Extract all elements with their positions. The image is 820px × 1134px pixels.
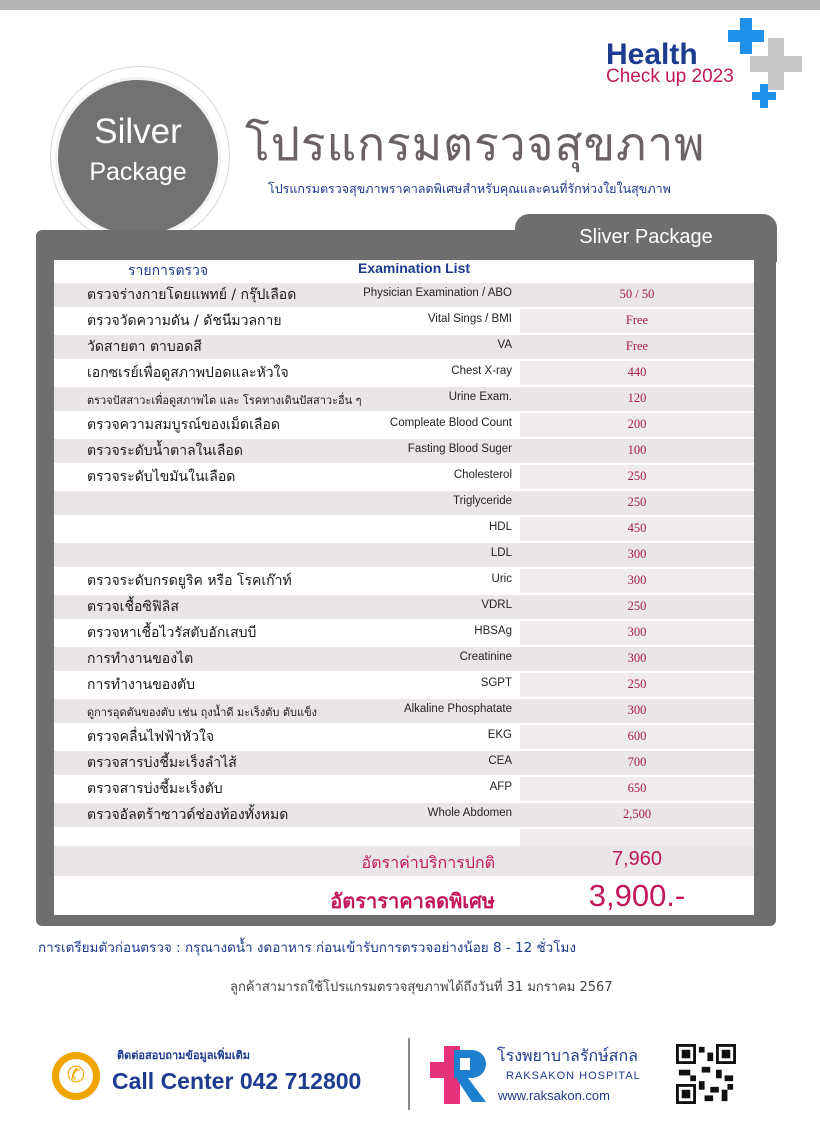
exam-cell [54,387,520,411]
table-row [54,517,754,541]
exam-cell [54,361,520,385]
package-tab-label: Sliver Package [579,226,713,248]
exam-cell [54,569,520,593]
exam-cell [54,309,520,333]
exam-price: 100 [627,443,647,457]
table-row [54,335,754,359]
price-cell [520,439,754,463]
table-row [54,725,754,749]
table-row [54,491,754,515]
exam-price: 250 [627,469,647,483]
exam-name-th: ดูการอุดตันของตับ เช่น ถุงน้ำดี มะเร็งตับ ตับแข็ง [87,706,317,719]
exam-name-en: HBSAg [474,625,512,637]
exam-name-th: ตรวจอัลตร้าซาวด์ช่องท้องทั้งหมด [87,807,289,823]
exam-cell [54,413,520,437]
exam-price: 300 [627,573,647,587]
exam-cell [54,673,520,697]
exam-price: 300 [627,651,647,665]
header-english: Examination List [358,260,471,276]
special-price-value: 3,900.- [588,878,686,913]
table-row [54,751,754,775]
footer-divider [408,1038,410,1110]
exam-name-en: Uric [491,573,512,585]
table-row [54,387,754,411]
exam-name-en: Triglyceride [452,495,512,507]
normal-price-label: อัตราค่าบริการปกติ [361,853,495,872]
exam-cell [54,543,520,567]
price-cell [520,569,754,593]
exam-cell [54,595,520,619]
price-cell [520,517,754,541]
price-cell [520,309,754,333]
exam-name-th: ตรวจระดับน้ำตาลในเลือด [87,443,243,459]
exam-name-th: เอกซเรย์เพื่อดูสภาพปอดและหัวใจ [87,365,289,381]
exam-name-en: Cholesterol [453,469,512,481]
exam-cell [54,465,520,489]
brand-checkup: Check up 2023 [606,66,734,87]
badge-silver: Silver [94,112,182,151]
table-row [54,803,754,827]
exam-name-en: VDRL [481,599,512,611]
exam-name-th: ตรวจคลื่นไฟฟ้าหัวใจ [87,729,215,745]
header-thai: รายการตรวจ [128,263,209,279]
exam-cell [54,699,520,723]
exam-price: 450 [627,521,647,535]
price-cell [520,803,754,827]
exam-name-th: ตรวจปัสสาวะเพื่อดูสภาพไต และ โรคทางเดินปัสสาวะอื่น ๆ [87,394,362,407]
exam-name-th: ตรวจหาเชื้อไวรัสตับอักเสบบี [87,625,257,641]
exam-price: 300 [627,625,647,639]
exam-name-th: ตรวจระดับไขมันในเลือด [87,469,236,485]
call-center[interactable]: Call Center 042 712800 [112,1068,362,1094]
qr-code-icon[interactable] [676,1044,736,1104]
exam-cell [54,725,520,749]
hospital-logo-icon [430,1046,488,1104]
exam-name-en: Creatinine [459,651,512,663]
exam-name-th: การทำงานของตับ [87,677,196,693]
exam-name-th: ตรวจความสมบูรณ์ของเม็ดเลือด [87,417,280,433]
table-row [54,621,754,645]
exam-cell [54,517,520,541]
table-row [54,413,754,437]
exam-name-th: ตรวจร่างกายโดยแพทย์ / กรุ๊ปเลือด [87,287,297,303]
exam-name-th: การทำงานของไต [87,651,194,667]
plus-icon [752,84,776,108]
table-row [54,439,754,463]
exam-cell [54,439,520,463]
exam-name-en: AFP [489,781,512,793]
table-row [54,595,754,619]
exam-name-en: CEA [488,755,512,767]
exam-cell [54,491,520,515]
exam-price: 440 [627,365,647,379]
exam-price: 300 [627,703,647,717]
price-cell [520,751,754,775]
plus-icon [750,38,802,90]
exam-price: 250 [627,599,647,613]
badge-package: Package [89,158,187,186]
exam-name-en: Physician Examination / ABO [363,287,512,299]
exam-name-en: VA [497,339,512,351]
hospital-name-en: RAKSAKON HOSPITAL [506,1070,641,1082]
price-cell [520,699,754,723]
exam-name-en: LDL [490,547,512,559]
price-cell [520,543,754,567]
exam-name-th: ตรวจเชื้อซิฟิลิส [87,599,179,615]
table-row [54,543,754,567]
brand-health: Health [606,38,698,71]
special-price-label: อัตราราคาลดพิเศษ [330,889,495,913]
exam-cell [54,751,520,775]
health-checkup-logo [600,18,815,110]
exam-price: 50 / 50 [619,287,655,301]
price-cell [520,673,754,697]
validity-note: ลูกค้าสามารถใช้โปรแกรมตรวจสุขภาพได้ถึงวันที่ 31 มกราคม 2567 [230,980,613,995]
exam-price: 200 [627,417,647,431]
exam-price: 700 [627,755,647,769]
exam-table [54,283,754,855]
phone-icon: ✆ [52,1052,100,1100]
top-border [0,0,820,10]
hospital-website[interactable]: www.raksakon.com [498,1088,610,1103]
price-cell [520,283,754,307]
exam-name-th: ตรวจสารบ่งชี้มะเร็งตับ [87,781,223,797]
exam-cell [54,335,520,359]
exam-name-th: ตรวจวัดความดัน / ดัชนีมวลกาย [87,313,282,329]
table-row [54,569,754,593]
price-cell [520,777,754,801]
table-row [54,699,754,723]
exam-name-en: EKG [487,729,512,741]
price-cell [520,621,754,645]
table-row [54,647,754,671]
table-row [54,673,754,697]
exam-name-en: Compleate Blood Count [389,417,512,429]
exam-name-en: Alkaline Phosphatate [403,703,512,715]
exam-cell [54,621,520,645]
table-row [54,309,754,333]
exam-name-th: วัดสายตา ตาบอดสี [87,339,202,355]
exam-name-en: HDL [488,521,512,533]
exam-name-en: Vital Sings / BMI [427,313,512,325]
table-row [54,465,754,489]
price-cell [520,465,754,489]
exam-cell [54,777,520,801]
page-subtitle: โปรแกรมตรวจสุขภาพราคาลดพิเศษสำหรับคุณและคนที่รักห่วงใยในสุขภาพ [268,181,671,196]
page-title: โปรแกรมตรวจสุขภาพ [245,117,706,171]
exam-cell [54,803,520,827]
price-cell [520,413,754,437]
table-row [54,777,754,801]
exam-name-en: Chest X-ray [451,365,512,377]
exam-name-en: Urine Exam. [448,391,512,403]
normal-price-value: 7,960 [611,848,663,870]
price-cell [520,725,754,749]
price-cell [520,647,754,671]
exam-cell [54,647,520,671]
exam-name-en: Fasting Blood Suger [407,443,512,455]
table-row [54,283,754,307]
exam-price: 2,500 [622,807,652,821]
exam-price: Free [625,313,649,327]
price-cell [520,595,754,619]
exam-name-th: ตรวจสารบ่งชี้มะเร็งลำไส้ [87,755,237,771]
exam-price: 300 [627,547,647,561]
contact-label: ติดต่อสอบถามข้อมูลเพิ่มเติม [117,1049,250,1062]
price-cell [520,361,754,385]
exam-price: 650 [627,781,647,795]
hospital-name-th: โรงพยาบาลรักษ์สกล [497,1046,638,1065]
exam-name-en: Whole Abdomen [427,807,512,819]
price-cell [520,491,754,515]
exam-cell [54,283,520,307]
exam-price: 250 [627,677,647,691]
exam-name-th: ตรวจระดับกรดยูริค หรือ โรคเก๊าท์ [87,573,292,589]
exam-price: 250 [627,495,647,509]
table-row [54,361,754,385]
exam-name-en: SGPT [480,677,512,689]
preparation-note: การเตรียมตัวก่อนตรวจ : กรุณางดน้ำ งดอาหาร ก่อนเข้ารับการตรวจอย่างน้อย 8 - 12 ชั่วโมง [38,940,576,956]
price-cell [520,387,754,411]
price-cell [520,335,754,359]
exam-price: 600 [627,729,647,743]
exam-price: 120 [627,391,647,405]
exam-price: Free [625,339,649,353]
